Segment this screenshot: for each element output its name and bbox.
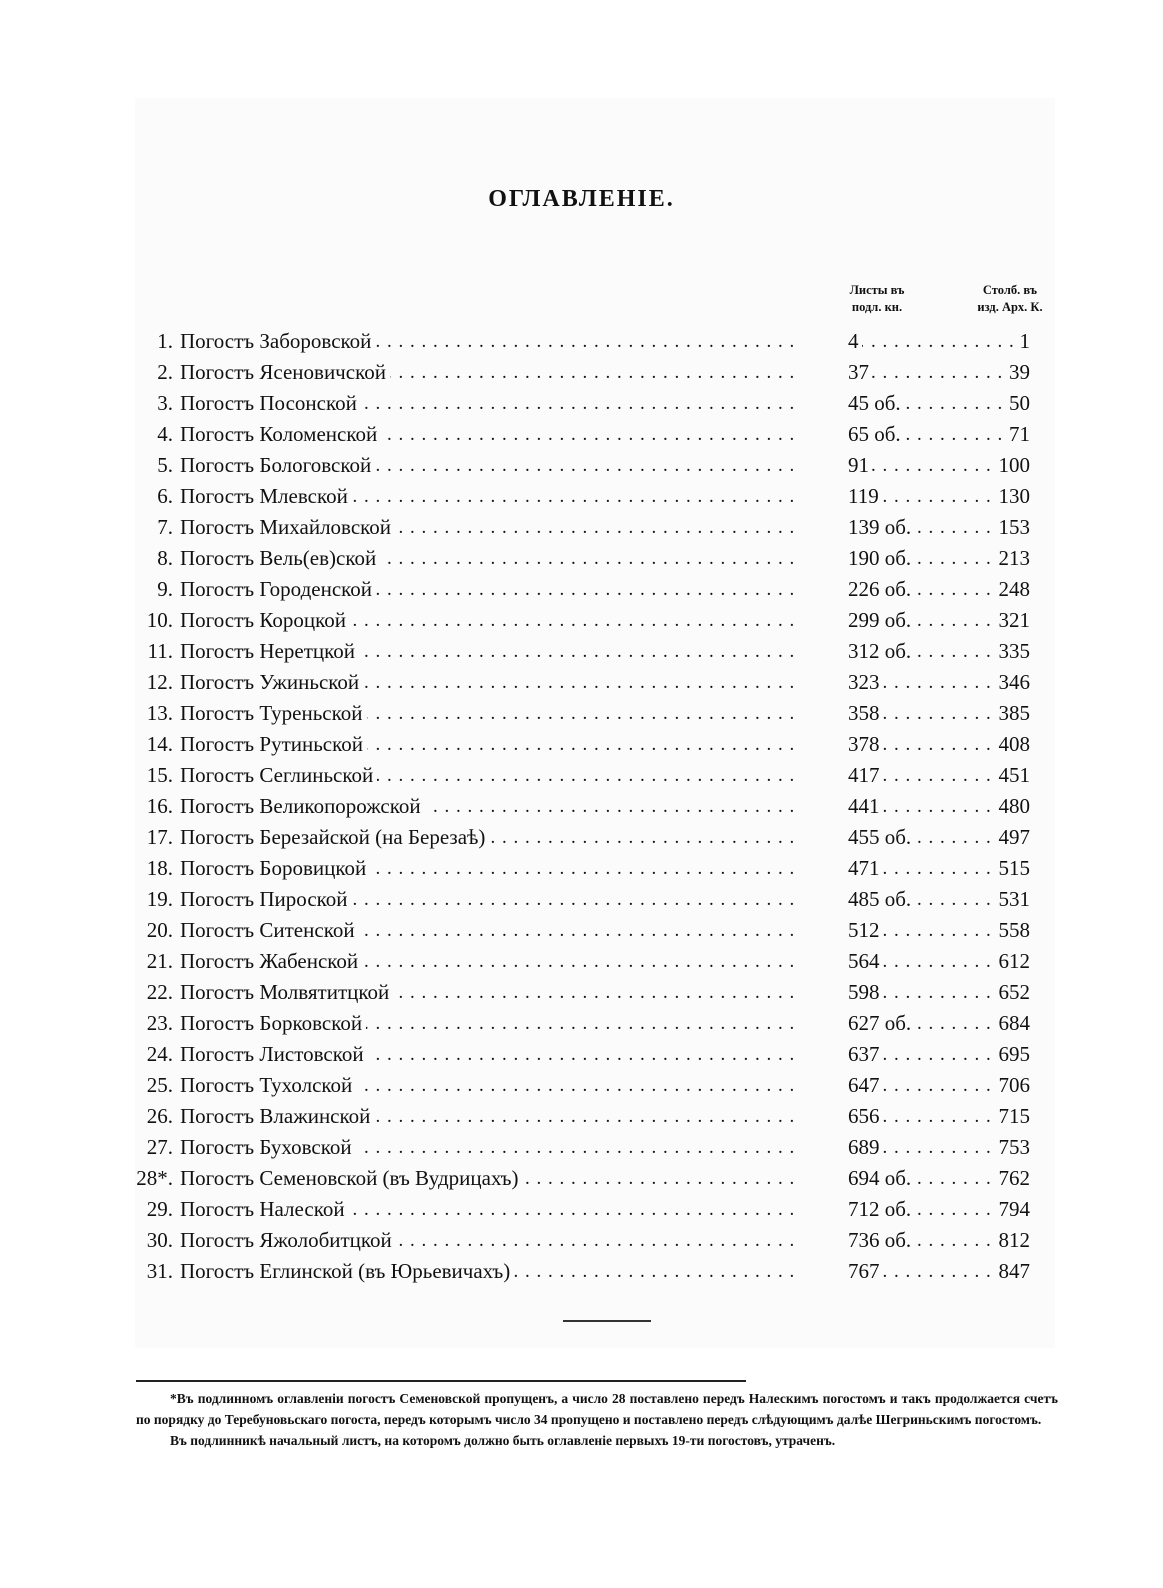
toc-entry — [180, 1256, 840, 1287]
toc-column: 71 — [1006, 419, 1030, 450]
toc-title: Погостъ Влажинской — [180, 1104, 374, 1128]
toc-refs — [848, 884, 1030, 915]
toc-title: Погостъ Млевской — [180, 484, 352, 508]
toc-column: 847 — [996, 1256, 1031, 1287]
toc-refs — [848, 1225, 1030, 1256]
toc-refs — [848, 977, 1030, 1008]
toc-title: Погостъ Рутиньской — [180, 732, 367, 756]
toc-title: Погостъ Городенской — [180, 577, 376, 601]
toc-sheet: 471 — [848, 856, 883, 880]
toc-title: Погостъ Яжолобитцкой — [180, 1228, 396, 1252]
toc-title: Погостъ Великопорожской — [180, 794, 425, 818]
column-header-sheets-line1: Листы въ — [849, 283, 905, 297]
toc-number: 31. — [146, 1259, 173, 1283]
toc-refs — [848, 946, 1030, 977]
toc-row — [0, 574, 1163, 605]
toc-refs — [848, 636, 1030, 667]
page-title: ОГЛАВЛЕНІЕ. — [488, 186, 675, 212]
toc-entry — [180, 636, 840, 667]
toc-sheet: 455 об. — [848, 825, 914, 849]
toc-entry — [180, 419, 840, 450]
toc-column: 50 — [1006, 388, 1030, 419]
toc-number: 26. — [146, 1104, 173, 1128]
toc-entry — [180, 1008, 840, 1039]
toc-number: 25. — [146, 1073, 173, 1097]
toc-sheet: 91 — [848, 453, 872, 477]
toc-title: Погостъ Березайской (на Березаѣ) — [180, 825, 489, 849]
toc-row — [0, 357, 1163, 388]
toc-sheet: 417 — [848, 763, 883, 787]
toc-refs — [848, 1070, 1030, 1101]
toc-entry — [180, 915, 840, 946]
toc-number: 9. — [157, 577, 173, 601]
toc-sheet: 598 — [848, 980, 883, 1004]
toc-entry — [180, 481, 840, 512]
toc-column: 100 — [996, 450, 1031, 481]
toc-title: Погостъ Пироской — [180, 887, 352, 911]
toc-title: Погостъ Боровицкой — [180, 856, 370, 880]
toc-sheet: 358 — [848, 701, 883, 725]
toc-sheet: 226 об. — [848, 577, 914, 601]
toc-refs — [848, 481, 1030, 512]
column-header-columns-line2: изд. Арх. К. — [977, 300, 1043, 314]
toc-entry — [180, 698, 840, 729]
toc-column: 794 — [996, 1194, 1031, 1225]
toc-entry — [180, 574, 840, 605]
toc-title: Погостъ Ужиньской — [180, 670, 363, 694]
toc-sheet: 312 об. — [848, 639, 914, 663]
toc-column: 695 — [996, 1039, 1031, 1070]
toc-column: 753 — [996, 1132, 1031, 1163]
toc-number: 20. — [146, 918, 173, 942]
toc-number: 7. — [157, 515, 173, 539]
toc-sheet: 378 — [848, 732, 883, 756]
toc-refs — [848, 791, 1030, 822]
toc-entry — [180, 605, 840, 636]
toc-refs — [848, 1008, 1030, 1039]
toc-sheet: 323 — [848, 670, 883, 694]
toc-refs — [848, 915, 1030, 946]
toc-entry — [180, 1101, 840, 1132]
toc-title: Погостъ Ясеновичской — [180, 360, 390, 384]
toc-row — [0, 884, 1163, 915]
toc-number: 19. — [146, 887, 173, 911]
toc-refs — [848, 543, 1030, 574]
toc-number: 1. — [157, 329, 173, 353]
toc-entry — [180, 512, 840, 543]
toc-column: 515 — [996, 853, 1031, 884]
toc-sheet: 694 об. — [848, 1166, 914, 1190]
toc-sheet: 299 об. — [848, 608, 914, 632]
toc-number: 5. — [157, 453, 173, 477]
toc-sheet: 4 — [848, 329, 862, 353]
toc-entry — [180, 1163, 840, 1194]
toc-number: 29. — [146, 1197, 173, 1221]
toc-column: 321 — [996, 605, 1031, 636]
toc-sheet: 139 об. — [848, 515, 914, 539]
toc-row — [0, 1132, 1163, 1163]
toc-title: Погостъ Коломенской — [180, 422, 381, 446]
footnotes — [136, 1388, 1058, 1451]
toc-row — [0, 1256, 1163, 1287]
toc-column: 762 — [996, 1163, 1031, 1194]
toc-entry — [180, 1194, 840, 1225]
toc-sheet: 627 об. — [848, 1011, 914, 1035]
toc-title: Погостъ Ситенской — [180, 918, 359, 942]
toc-number: 24. — [146, 1042, 173, 1066]
toc-entry — [180, 450, 840, 481]
toc-sheet: 564 — [848, 949, 883, 973]
toc-number: 21. — [146, 949, 173, 973]
toc-row — [0, 1070, 1163, 1101]
toc-column: 1 — [1017, 326, 1031, 357]
toc-refs — [848, 605, 1030, 636]
toc-entry — [180, 946, 840, 977]
toc-number: 4. — [157, 422, 173, 446]
toc-column: 408 — [996, 729, 1031, 760]
toc-title: Погостъ Короцкой — [180, 608, 350, 632]
footnote-1: *Въ подлинномъ оглавленіи погостъ Семеновской пропущенъ, а число 28 поставлено передъ Налескимъ погостомъ и такъ продолжается счетъ по порядку до Теребуновьскаго погоста, передъ которымъ число 34 пропущено и поставлено передъ слѣдующимъ далѣе Шегриньскимъ погостомъ. — [136, 1391, 1058, 1427]
footnote-2: Въ подлинникѣ начальный листъ, на которомъ должно быть оглавленіе первыхъ 19-ти погостовъ, утраченъ. — [170, 1433, 836, 1448]
toc-row — [0, 450, 1163, 481]
toc-title: Погостъ Бологовской — [180, 453, 375, 477]
toc-column: 213 — [996, 543, 1031, 574]
toc-refs — [848, 853, 1030, 884]
toc-entry — [180, 853, 840, 884]
toc-entry — [180, 1132, 840, 1163]
toc-column: 612 — [996, 946, 1031, 977]
toc-entry — [180, 543, 840, 574]
toc-sheet: 767 — [848, 1259, 883, 1283]
toc-title: Погостъ Семеновской (въ Вудрицахъ) — [180, 1166, 523, 1190]
footnote-rule — [136, 1380, 746, 1382]
toc-column: 153 — [996, 512, 1031, 543]
toc-number: 13. — [146, 701, 173, 725]
toc-title: Погостъ Жабенской — [180, 949, 362, 973]
toc-title: Погостъ Туреньской — [180, 701, 367, 725]
toc-refs — [848, 512, 1030, 543]
toc-column: 385 — [996, 698, 1031, 729]
toc-refs — [848, 326, 1030, 357]
toc-entry — [180, 388, 840, 419]
toc-row — [0, 915, 1163, 946]
toc-sheet: 190 об. — [848, 546, 914, 570]
toc-column: 130 — [996, 481, 1031, 512]
toc-number: 27. — [146, 1135, 173, 1159]
toc-number: 3. — [157, 391, 173, 415]
toc-refs — [848, 822, 1030, 853]
toc-number: 11. — [147, 639, 173, 663]
toc-sheet: 637 — [848, 1042, 883, 1066]
toc-row — [0, 636, 1163, 667]
toc-refs — [848, 698, 1030, 729]
toc-row — [0, 729, 1163, 760]
toc-title: Погостъ Неретцкой — [180, 639, 359, 663]
toc-refs — [848, 1163, 1030, 1194]
toc-title: Погостъ Заборовской — [180, 329, 375, 353]
toc-title: Погостъ Посонской — [180, 391, 361, 415]
toc-title: Погостъ Тухолской — [180, 1073, 356, 1097]
toc-title: Погостъ Молвятитцкой — [180, 980, 393, 1004]
toc-refs — [848, 357, 1030, 388]
toc-row — [0, 822, 1163, 853]
toc-column: 652 — [996, 977, 1031, 1008]
toc-refs — [848, 1039, 1030, 1070]
toc-entry — [180, 729, 840, 760]
toc-entry — [180, 667, 840, 698]
toc-sheet: 736 об. — [848, 1228, 914, 1252]
toc-sheet: 656 — [848, 1104, 883, 1128]
toc-entry — [180, 357, 840, 388]
toc-number: 15. — [146, 763, 173, 787]
toc-title: Погостъ Еглинской (въ Юрьевичахъ) — [180, 1259, 514, 1283]
toc-number: 22. — [146, 980, 173, 1004]
toc-row — [0, 791, 1163, 822]
toc-refs — [848, 450, 1030, 481]
toc-refs — [848, 1101, 1030, 1132]
toc-column: 558 — [996, 915, 1031, 946]
toc-entry — [180, 1039, 840, 1070]
column-header-columns — [955, 282, 1065, 316]
toc-refs — [848, 1194, 1030, 1225]
toc-sheet: 712 об. — [848, 1197, 914, 1221]
toc-row — [0, 419, 1163, 450]
toc-entry — [180, 1070, 840, 1101]
toc-row — [0, 543, 1163, 574]
toc-row — [0, 853, 1163, 884]
toc-refs — [848, 1256, 1030, 1287]
toc-row — [0, 1163, 1163, 1194]
toc-column: 715 — [996, 1101, 1031, 1132]
column-header-columns-line1: Столб. въ — [982, 283, 1038, 297]
toc-number: 8. — [157, 546, 173, 570]
toc-number: 10. — [146, 608, 173, 632]
toc-refs — [848, 729, 1030, 760]
toc-column: 248 — [996, 574, 1031, 605]
toc-entry — [180, 1225, 840, 1256]
toc-number: 2. — [157, 360, 173, 384]
toc-column: 39 — [1006, 357, 1030, 388]
section-divider — [563, 1320, 651, 1322]
toc-row — [0, 326, 1163, 357]
toc-column: 497 — [996, 822, 1031, 853]
toc-column: 531 — [996, 884, 1031, 915]
column-header-sheets-line2: подл. кн. — [851, 300, 903, 314]
toc-column: 684 — [996, 1008, 1031, 1039]
toc-title: Погостъ Михайловской — [180, 515, 395, 539]
toc-row — [0, 1225, 1163, 1256]
toc-sheet: 441 — [848, 794, 883, 818]
toc-number: 30. — [146, 1228, 173, 1252]
toc-entry — [180, 884, 840, 915]
toc-row — [0, 1039, 1163, 1070]
toc-refs — [848, 760, 1030, 791]
toc-number: 23. — [146, 1011, 173, 1035]
toc-row — [0, 388, 1163, 419]
toc-entry — [180, 791, 840, 822]
toc-number: 28*. — [136, 1166, 173, 1190]
toc-row — [0, 667, 1163, 698]
toc-row — [0, 760, 1163, 791]
toc-row — [0, 512, 1163, 543]
toc-refs — [848, 574, 1030, 605]
toc-title: Погостъ Сеглиньской — [180, 763, 377, 787]
toc-refs — [848, 667, 1030, 698]
toc-column: 812 — [996, 1225, 1031, 1256]
toc-column: 451 — [996, 760, 1031, 791]
toc-number: 14. — [146, 732, 173, 756]
toc-sheet: 512 — [848, 918, 883, 942]
toc-sheet: 647 — [848, 1073, 883, 1097]
toc-title: Погостъ Налеской — [180, 1197, 349, 1221]
toc-refs — [848, 419, 1030, 450]
toc-entry — [180, 760, 840, 791]
toc-row — [0, 605, 1163, 636]
toc-number: 16. — [146, 794, 173, 818]
toc-number: 12. — [146, 670, 173, 694]
toc-number: 6. — [157, 484, 173, 508]
toc-row — [0, 1194, 1163, 1225]
toc-title: Погостъ Буховской — [180, 1135, 356, 1159]
toc-row — [0, 1008, 1163, 1039]
toc-column: 706 — [996, 1070, 1031, 1101]
toc-row — [0, 977, 1163, 1008]
toc-entry — [180, 822, 840, 853]
toc-number: 18. — [146, 856, 173, 880]
toc-title: Погостъ Борковской — [180, 1011, 366, 1035]
toc-entry — [180, 326, 840, 357]
toc-row — [0, 946, 1163, 977]
toc-row — [0, 698, 1163, 729]
toc-sheet: 37 — [848, 360, 872, 384]
toc-column: 346 — [996, 667, 1031, 698]
toc-column: 480 — [996, 791, 1031, 822]
toc-entry — [180, 977, 840, 1008]
toc-refs — [848, 388, 1030, 419]
toc-title: Погостъ Вель(ев)ской — [180, 546, 380, 570]
toc-sheet: 689 — [848, 1135, 883, 1159]
toc-sheet: 45 об. — [848, 391, 904, 415]
toc-sheet: 119 — [848, 484, 882, 508]
toc-sheet: 485 об. — [848, 887, 914, 911]
toc-row — [0, 1101, 1163, 1132]
column-header-sheets — [832, 282, 922, 316]
toc-sheet: 65 об. — [848, 422, 904, 446]
toc-title: Погостъ Листовской — [180, 1042, 368, 1066]
toc-column: 335 — [996, 636, 1031, 667]
toc-row — [0, 481, 1163, 512]
toc-refs — [848, 1132, 1030, 1163]
toc-number: 17. — [146, 825, 173, 849]
